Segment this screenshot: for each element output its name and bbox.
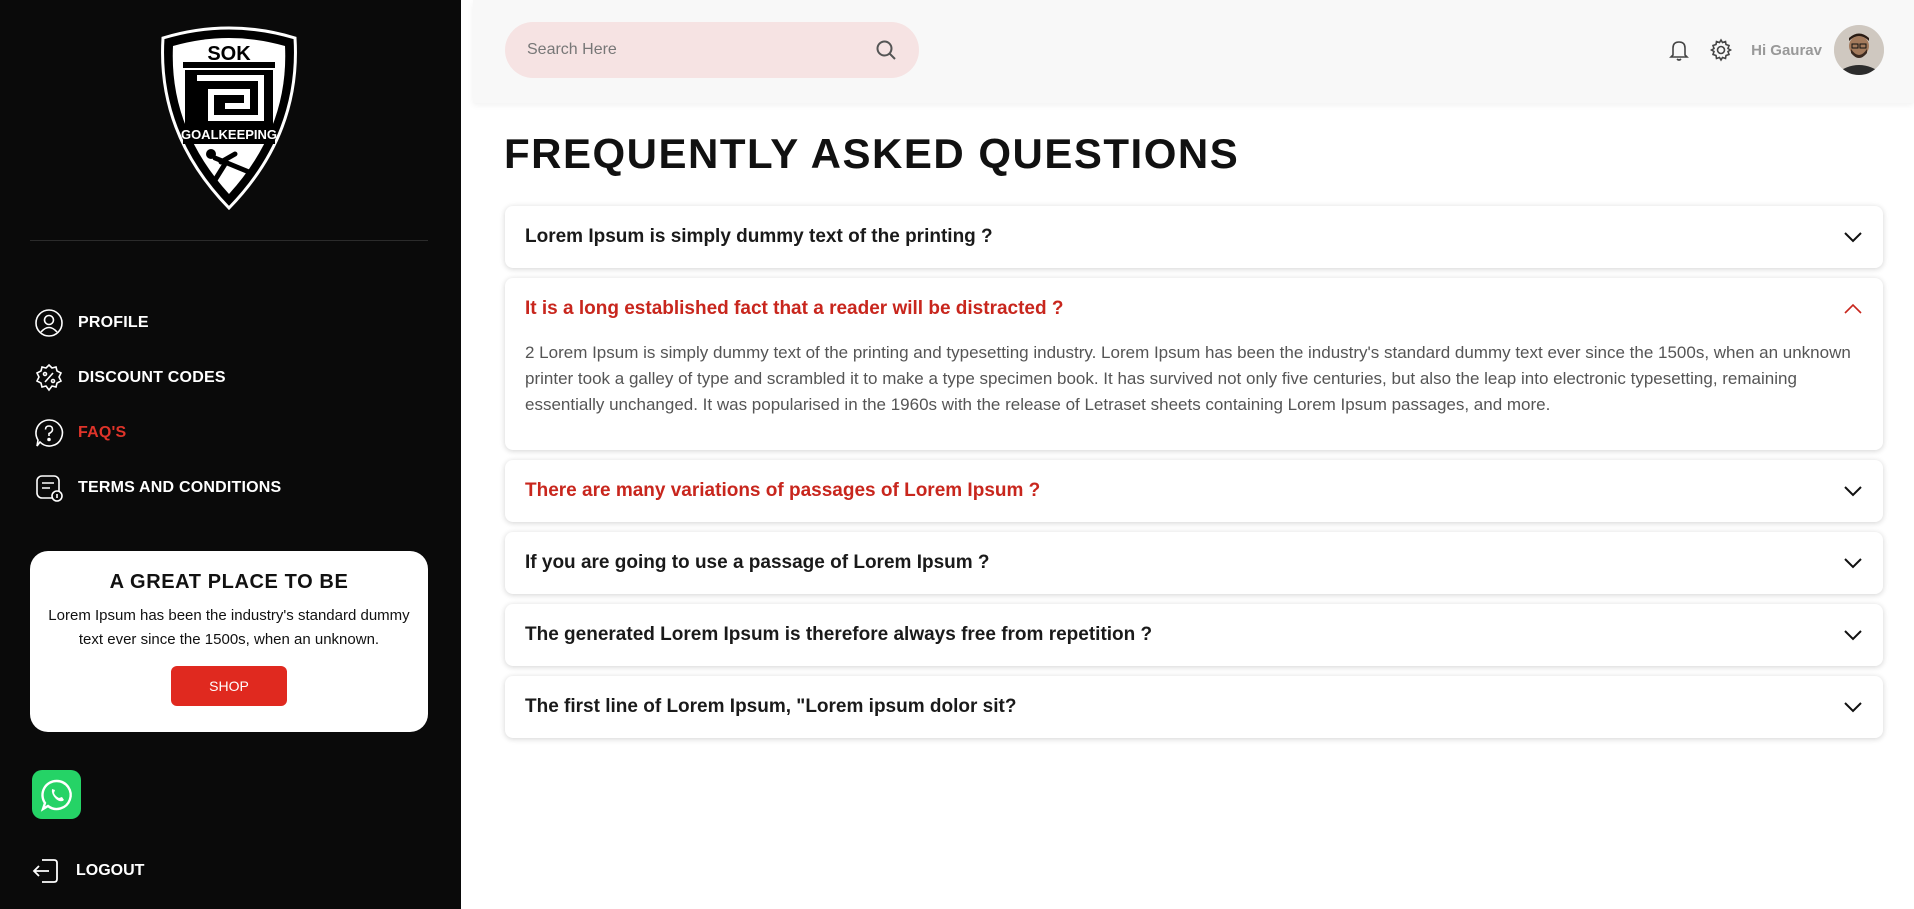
chevron-down-icon <box>1843 485 1863 497</box>
faq-item <box>505 532 1883 594</box>
faq-question: If you are going to use a passage of Lorem Ipsum ? <box>525 552 990 573</box>
sidebar-item-faqs[interactable] <box>32 405 281 460</box>
chevron-down-icon <box>1843 629 1863 641</box>
faq-item <box>505 676 1883 738</box>
header-actions <box>1651 25 1884 75</box>
faq-question-toggle[interactable] <box>505 206 1883 268</box>
faq-question: There are many variations of passages of Lorem Ipsum ? <box>525 480 1041 501</box>
faq-answer: 2 Lorem Ipsum is simply dummy text of the printing and typesetting industry. Lorem Ipsum has been the industry's standard dummy text ever since the 1500s, when an unknown printer took a galley of type and scrambled it to make a type specimen book. It has survived not only five centuries, but also the leap into electronic typesetting, remaining essentially unchanged. It was popularised in the 1960s with the release of Letraset sheets containing Lorem Ipsum passages, and more. <box>525 343 1851 414</box>
faq-item <box>505 206 1883 268</box>
user-greeting: Hi Gaurav <box>1751 41 1822 59</box>
faq-question-toggle[interactable] <box>505 604 1883 666</box>
faq-list <box>505 206 1883 748</box>
document-icon <box>32 471 66 505</box>
sidebar <box>0 0 461 909</box>
logout-label: LOGOUT <box>76 862 145 879</box>
search-input[interactable] <box>527 41 875 59</box>
faq-question-toggle[interactable] <box>505 532 1883 594</box>
discount-badge-icon <box>32 361 66 395</box>
chevron-down-icon <box>1843 701 1863 713</box>
avatar[interactable] <box>1834 25 1884 75</box>
sidebar-item-terms[interactable] <box>32 460 281 515</box>
logout-button[interactable] <box>30 856 144 886</box>
promo-card <box>30 551 428 732</box>
sidebar-item-label: DISCOUNT CODES <box>78 368 226 386</box>
faq-question: It is a long established fact that a reader will be distracted ? <box>525 298 1064 319</box>
gear-icon[interactable] <box>1707 36 1735 64</box>
logout-icon <box>30 856 60 886</box>
svg-text:SOK: SOK <box>207 43 251 65</box>
sidebar-item-profile[interactable] <box>32 295 281 350</box>
faq-item <box>505 460 1883 522</box>
whatsapp-button[interactable] <box>32 770 81 819</box>
bell-icon[interactable] <box>1665 36 1693 64</box>
faq-question: The first line of Lorem Ipsum, "Lorem ipsum dolor sit? <box>525 696 1017 717</box>
faq-question-toggle[interactable] <box>505 460 1883 522</box>
sidebar-item-label: PROFILE <box>78 313 149 331</box>
top-header <box>473 0 1914 103</box>
sidebar-item-discount-codes[interactable] <box>32 350 281 405</box>
faq-question: Lorem Ipsum is simply dummy text of the printing ? <box>525 226 993 247</box>
user-icon <box>32 306 66 340</box>
chevron-up-icon <box>1843 303 1863 315</box>
chevron-down-icon <box>1843 231 1863 243</box>
svg-text:GOALKEEPING: GOALKEEPING <box>180 127 278 142</box>
whatsapp-icon <box>40 778 74 812</box>
sok-goalkeeping-logo[interactable] <box>155 24 303 210</box>
sidebar-item-label: TERMS AND CONDITIONS <box>78 478 282 496</box>
sidebar-divider <box>30 240 428 241</box>
sidebar-nav <box>32 295 281 515</box>
page-title: FREQUENTLY ASKED QUESTIONS <box>504 130 1240 177</box>
question-bubble-icon <box>32 416 66 450</box>
chevron-down-icon <box>1843 557 1863 569</box>
faq-item-expanded <box>505 278 1883 450</box>
promo-text: Lorem Ipsum has been the industry's standard dummy text ever since the 1500s, when an unknown. <box>48 607 410 648</box>
promo-title: A GREAT PLACE TO BE <box>109 571 349 593</box>
sidebar-item-label: FAQ'S <box>78 423 127 441</box>
faq-question-toggle[interactable] <box>505 278 1883 340</box>
faq-item <box>505 604 1883 666</box>
faq-question: The generated Lorem Ipsum is therefore always free from repetition ? <box>525 624 1153 645</box>
search-bar[interactable] <box>505 22 919 78</box>
search-icon[interactable] <box>875 39 897 61</box>
shop-button[interactable]: SHOP <box>171 666 287 706</box>
faq-question-toggle[interactable] <box>505 676 1883 738</box>
